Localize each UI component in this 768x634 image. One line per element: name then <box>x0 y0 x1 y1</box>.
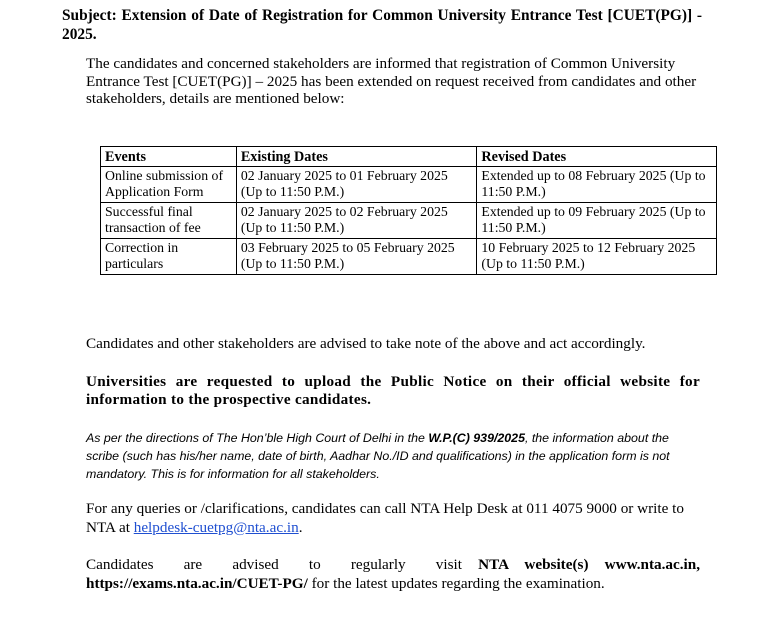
queries-paragraph <box>86 500 700 537</box>
schedule-table <box>100 146 717 275</box>
event-cell: Online submission of Application Form <box>101 167 237 203</box>
table-header-row <box>101 147 717 167</box>
visit-text: Candidates are advised to regularly visit <box>86 556 462 573</box>
case-number: W.P.(C) 939/2025 <box>428 431 525 445</box>
advice-paragraph: Candidates and other stakeholders are advised to take note of the above and act accordingly. <box>86 335 646 352</box>
nta-websites[interactable]: NTA website(s) www.nta.ac.in, https://exams.nta.ac.in/CUET-PG/ <box>86 556 701 592</box>
queries-text: For any queries or /clarifications, candidates can call NTA Help Desk at 011 4075 9000 or write to NTA at <box>86 500 684 536</box>
universities-notice: Universities are requested to upload the Public Notice on their official website for information to the prospective candidates. <box>86 373 700 408</box>
revised-date-cell: 10 February 2025 to 12 February 2025 (Up to 11:50 P.M.) <box>477 239 717 275</box>
intro-paragraph: The candidates and concerned stakeholders are informed that registration of Common University Entrance Test [CUET(PG)] – 2025 has been extended on request received from candidates and other stakeholders, details are mentioned below: <box>86 55 697 107</box>
queries-end: . <box>298 518 303 536</box>
revised-date-cell: Extended up to 09 February 2025 (Up to 11:50 P.M.) <box>477 203 717 239</box>
visit-text-end: for the latest updates regarding the examination. <box>307 574 605 592</box>
notice-subject: Subject: Extension of Date of Registration for Common University Entrance Test [CUET(PG)] - 2025. <box>62 7 702 43</box>
table-row <box>101 167 717 203</box>
revised-date-cell: Extended up to 08 February 2025 (Up to 11:50 P.M.) <box>477 167 717 203</box>
scribe-note-after: , the information about the scribe (such has his/her name, date of birth, Aadhar No./ID and qualifications) in the application form is not mandatory. This is for information for all stakeholders. <box>86 431 670 481</box>
visit-paragraph <box>86 556 700 593</box>
header-revised-dates: Revised Dates <box>477 147 717 167</box>
existing-date-cell: 02 January 2025 to 01 February 2025 (Up to 11:50 P.M.) <box>236 167 477 203</box>
header-existing-dates: Existing Dates <box>236 147 477 167</box>
table-row <box>101 203 717 239</box>
existing-date-cell: 03 February 2025 to 05 February 2025 (Up to 11:50 P.M.) <box>236 239 477 275</box>
scribe-note <box>86 429 704 483</box>
event-cell: Successful final transaction of fee <box>101 203 237 239</box>
scribe-note-before: As per the directions of The Hon’ble High Court of Delhi in the <box>86 431 429 445</box>
table-row <box>101 239 717 275</box>
helpdesk-email-link[interactable]: helpdesk-cuetpg@nta.ac.in <box>133 518 299 536</box>
event-cell: Correction in particulars <box>101 239 237 275</box>
header-events: Events <box>101 147 237 167</box>
existing-date-cell: 02 January 2025 to 02 February 2025 (Up to 11:50 P.M.) <box>236 203 477 239</box>
